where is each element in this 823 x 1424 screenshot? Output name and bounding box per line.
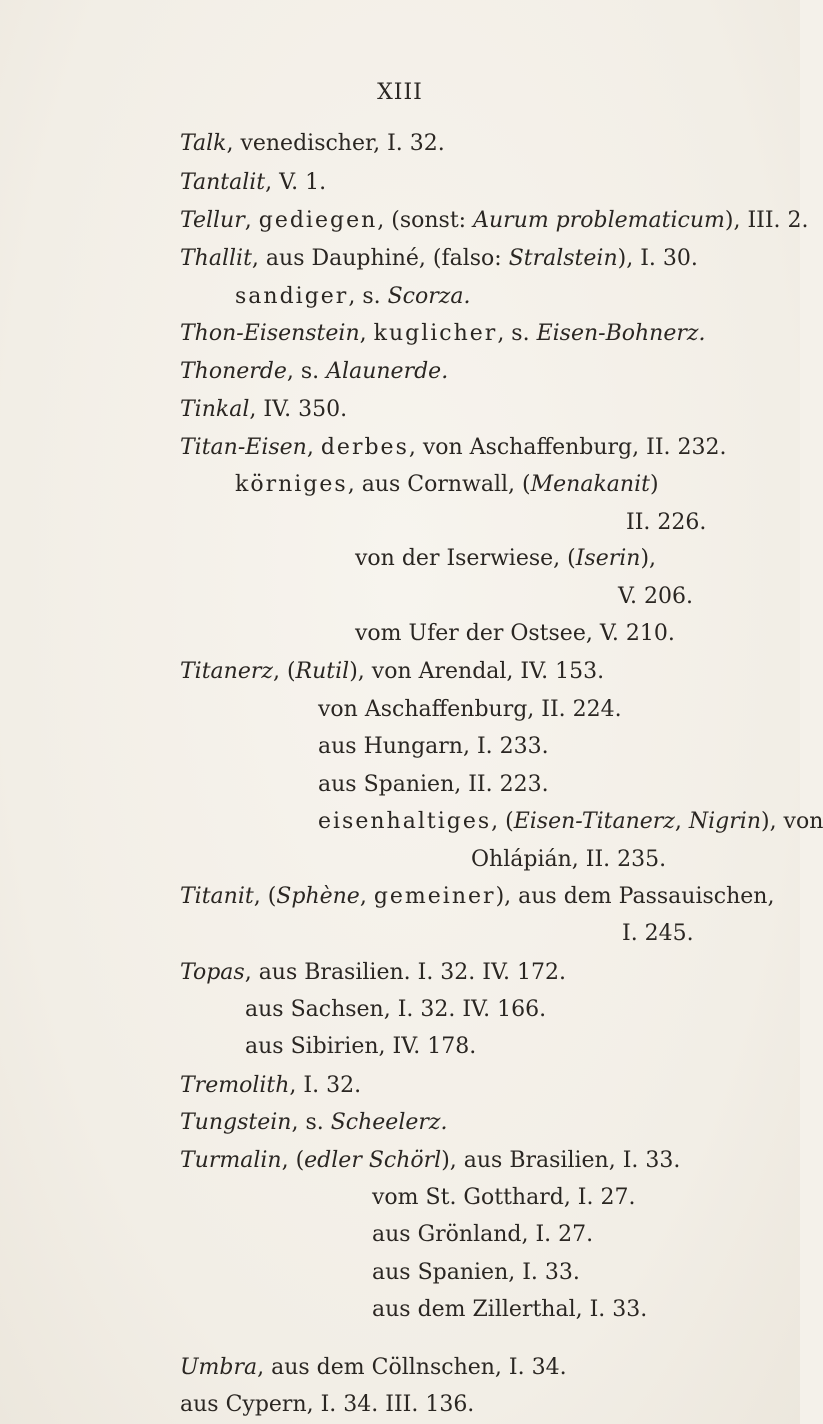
index-text-segment: Tinkal <box>180 397 250 422</box>
index-text-segment: ), von Arendal, IV. 153. <box>349 659 605 684</box>
index-text-segment: I. 245. <box>622 921 694 946</box>
index-line-turmalin4 <box>372 1258 580 1288</box>
index-text-segment: Sphène <box>276 884 360 909</box>
index-line-turmalin <box>180 1146 680 1176</box>
index-text-segment: , aus dem Cöllnschen, I. 34. <box>257 1355 567 1380</box>
index-text-segment: sandiger <box>235 284 349 309</box>
index-line-titanerz <box>180 657 604 687</box>
index-text-segment: Rutil <box>295 659 350 684</box>
index-text-segment: , aus Cornwall, ( <box>347 472 531 497</box>
index-line-titan3 <box>626 508 706 538</box>
index-text-segment: , ( <box>281 1148 305 1173</box>
index-text-segment: , V. 1. <box>265 170 327 195</box>
index-text-segment: Eisen-Titanerz <box>513 809 675 834</box>
index-text-segment: aus dem Zillerthal, I. 33. <box>372 1297 648 1322</box>
index-text-segment: gemeiner <box>373 884 496 909</box>
index-text-segment: Iserin <box>575 546 641 571</box>
index-text-segment: , <box>674 809 689 834</box>
index-line-tungstein <box>180 1108 447 1138</box>
index-text-segment: Tellur <box>180 208 245 233</box>
index-text-segment: ), <box>640 546 657 571</box>
index-text-segment: Scorza. <box>387 284 471 309</box>
index-text-segment: , (sonst: <box>377 208 474 233</box>
index-text-segment: Turmalin <box>180 1148 282 1173</box>
index-text-segment: Tantalit <box>180 170 266 195</box>
index-text-segment: V. 206. <box>618 584 694 609</box>
index-line-titanerz3 <box>318 732 549 762</box>
index-text-segment: Thallit <box>180 246 252 271</box>
index-text-segment: , s. <box>348 284 388 309</box>
index-text-segment: , ( <box>491 809 514 834</box>
index-text-segment: , ( <box>253 884 277 909</box>
index-line-titan6 <box>355 619 675 649</box>
index-line-thon <box>180 319 705 349</box>
index-line-turmalin3 <box>372 1220 593 1250</box>
index-line-topas3 <box>245 1032 476 1062</box>
index-text-segment: ) <box>649 472 659 497</box>
index-line-thonerde <box>180 357 448 387</box>
index-text-segment: , s. <box>291 1110 331 1135</box>
index-text-segment: Alaunerde. <box>326 359 449 384</box>
index-text-segment: Aurum problematicum <box>473 208 725 233</box>
index-line-titanerz4 <box>318 770 549 800</box>
index-text-segment: eisenhaltiges <box>318 809 492 834</box>
index-text-segment: ), I. 30. <box>617 246 698 271</box>
index-line-tremolith <box>180 1071 361 1101</box>
index-line-turmalin2 <box>372 1183 635 1213</box>
index-text-segment: Thon-Eisenstein <box>180 321 360 346</box>
index-text-segment: aus Sibirien, IV. 178. <box>245 1034 477 1059</box>
index-text-segment: aus Spanien, I. 33. <box>372 1260 580 1285</box>
index-text-segment: vom St. Gotthard, I. 27. <box>372 1185 636 1210</box>
index-line-tinkal <box>180 395 347 425</box>
index-text-segment: Eisen-Bohnerz. <box>536 321 706 346</box>
index-line-talk <box>180 129 445 159</box>
index-line-umbra2 <box>180 1390 474 1420</box>
index-text-segment: Talk <box>180 131 227 156</box>
index-line-topas <box>180 958 566 988</box>
index-text-segment: , <box>359 321 374 346</box>
index-text-segment: II. 226. <box>626 510 707 535</box>
index-text-segment: , s. <box>286 359 327 384</box>
index-text-segment: edler Schörl <box>304 1148 442 1173</box>
index-line-thallit <box>180 244 698 274</box>
index-text-segment: Ohlápián, II. 235. <box>471 847 667 872</box>
index-text-segment: Titanit <box>180 884 254 909</box>
index-line-titan4 <box>355 544 656 574</box>
index-text-segment: Umbra <box>180 1355 258 1380</box>
index-text-segment: von der Iserwiese, ( <box>355 546 576 571</box>
index-text-segment: kuglicher <box>373 321 498 346</box>
index-text-segment: , aus Brasilien. I. 32. IV. 172. <box>244 960 566 985</box>
index-text-segment: , venedischer, I. 32. <box>226 131 445 156</box>
index-line-titan2 <box>235 470 659 500</box>
index-text-segment: , I. 32. <box>289 1073 362 1098</box>
index-text-segment: , von Aschaffenburg, II. 232. <box>408 435 727 460</box>
index-text-segment: Topas <box>180 960 245 985</box>
index-text-segment: gediegen <box>258 208 378 233</box>
index-text-segment: körniges <box>235 472 348 497</box>
index-text-segment: Menakanit <box>530 472 650 497</box>
index-text-segment: Nigrin <box>688 809 761 834</box>
index-text-segment: Tungstein <box>180 1110 292 1135</box>
index-text-segment: Thonerde <box>180 359 287 384</box>
index-text-segment: , aus Dauphiné, (falso: <box>251 246 509 271</box>
index-line-topas2 <box>245 995 546 1025</box>
index-text-segment: von Aschaffenburg, II. 224. <box>318 697 622 722</box>
index-text-segment: , ( <box>272 659 296 684</box>
index-text-segment: ), aus dem Passauischen, <box>495 884 775 909</box>
index-text-segment: ), aus Brasilien, I. 33. <box>441 1148 681 1173</box>
index-text-segment: derbes <box>320 435 409 460</box>
index-text-segment: ), von <box>760 809 823 834</box>
index-line-titan <box>180 433 726 463</box>
index-text-segment: , <box>359 884 374 909</box>
index-text-segment: Stralstein <box>508 246 618 271</box>
index-line-titanit2 <box>622 919 694 949</box>
index-text-segment: vom Ufer der Ostsee, V. 210. <box>355 621 675 646</box>
index-line-titanit <box>180 882 774 912</box>
index-line-titan5 <box>618 582 693 612</box>
index-text-segment: , <box>244 208 259 233</box>
index-line-tellur <box>180 206 809 236</box>
index-line-tantalit <box>180 168 326 198</box>
index-line-umbra <box>180 1353 567 1383</box>
index-text-segment: ), III. 2. <box>724 208 809 233</box>
index-text-segment: , IV. 350. <box>249 397 348 422</box>
index-line-turmalin5 <box>372 1295 647 1325</box>
index-line-titanerz2 <box>318 695 622 725</box>
index-line-thallit2 <box>235 282 470 312</box>
index-text-segment: aus Grönland, I. 27. <box>372 1222 594 1247</box>
index-text-segment: Scheelerz. <box>330 1110 448 1135</box>
index-line-titanerz5 <box>318 807 823 837</box>
index-line-titanerz6 <box>471 845 666 875</box>
index-text-segment: , s. <box>497 321 537 346</box>
index-text-segment: , <box>306 435 321 460</box>
index-text-segment: Tremolith <box>180 1073 290 1098</box>
index-text-segment: aus Cypern, I. 34. III. 136. <box>180 1392 475 1417</box>
index-text-segment: Titanerz <box>180 659 273 684</box>
index-text-segment: aus Sachsen, I. 32. IV. 166. <box>245 997 547 1022</box>
index-text-segment: aus Hungarn, I. 233. <box>318 734 549 759</box>
index-text-segment: Titan-Eisen <box>180 435 307 460</box>
page-number: XIII <box>377 80 423 105</box>
index-text-segment: aus Spanien, II. 223. <box>318 772 549 797</box>
